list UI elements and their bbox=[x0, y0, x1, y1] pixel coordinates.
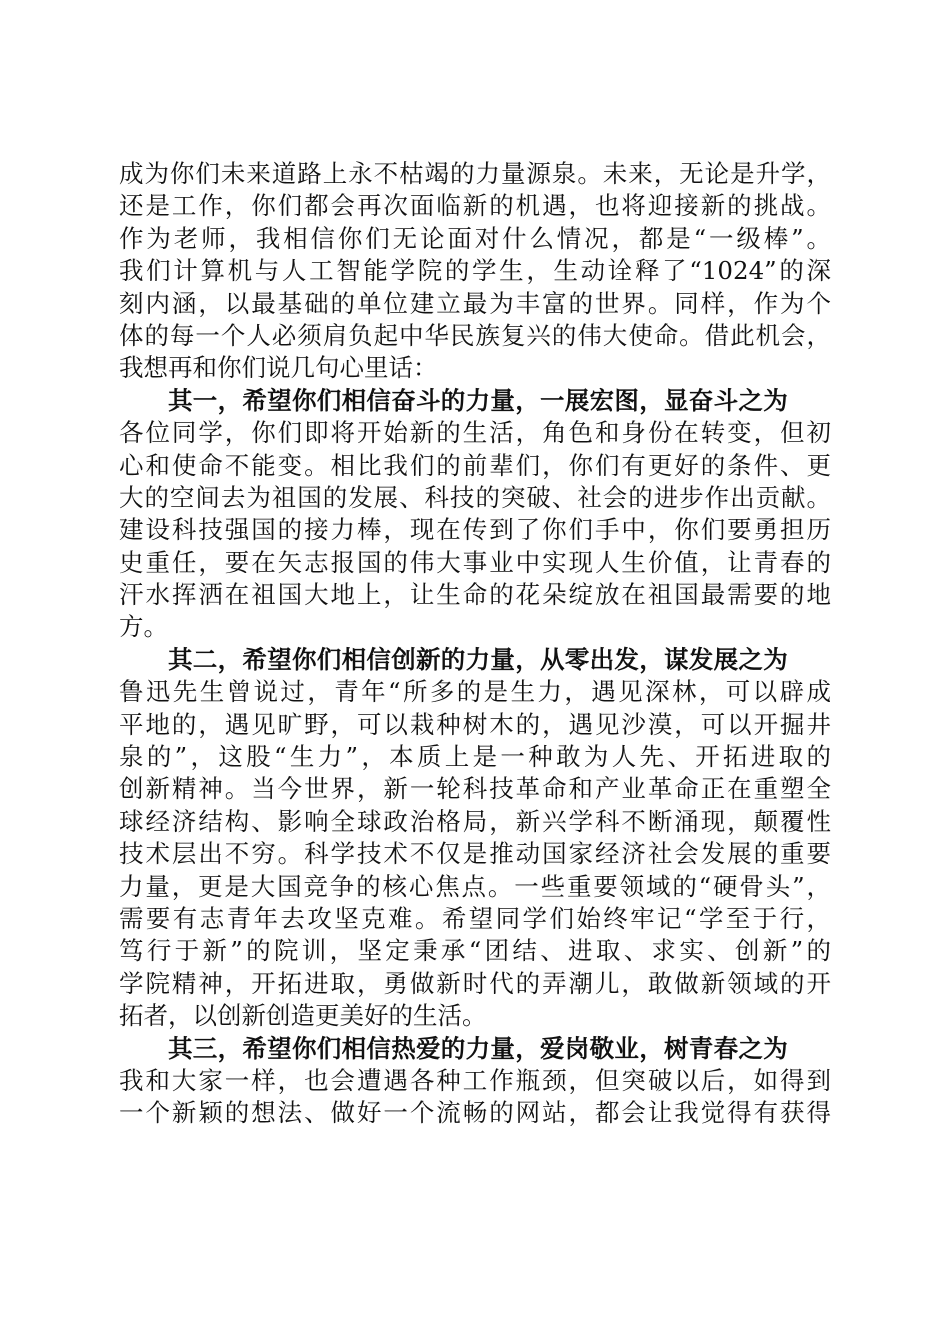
section-three bbox=[119, 1033, 831, 1130]
text-line: 一个新颖的想法、做好一个流畅的网站，都会让我觉得有获得 bbox=[119, 1098, 831, 1128]
text-line: 球经济结构、影响全球政治格局，新兴学科不断涌现，颠覆性 bbox=[119, 806, 831, 836]
text-line: 刻内涵，以最基础的单位建立最为丰富的世界。同样，作为个 bbox=[119, 288, 831, 318]
text-line: 创新精神。当今世界，新一轮科技革命和产业革命正在重塑全 bbox=[119, 774, 831, 804]
text-line: 力量，更是大国竞争的核心焦点。一些重要领域的“硬骨头”， bbox=[119, 871, 831, 901]
text-line: 建设科技强国的接力棒，现在传到了你们手中，你们要勇担历 bbox=[119, 515, 831, 545]
text-line: 技术层出不穷。科学技术不仅是推动国家经济社会发展的重要 bbox=[119, 839, 831, 869]
section-heading: 其二，希望你们相信创新的力量，从零出发，谋发展之为 bbox=[168, 644, 788, 674]
text-line: 成为你们未来道路上永不枯竭的力量源泉。未来，无论是升学， bbox=[119, 159, 831, 188]
section-heading: 其三，希望你们相信热爱的力量，爱岗敬业，树青春之为 bbox=[168, 1033, 788, 1063]
section-two bbox=[119, 644, 831, 1033]
text-line: 我和大家一样，也会遭遇各种工作瓶颈，但突破以后，如得到 bbox=[119, 1065, 831, 1095]
text-line: 作为老师，我相信你们无论面对什么情况，都是“一级棒”。 bbox=[119, 223, 831, 253]
section-heading: 其一，希望你们相信奋斗的力量，一展宏图，显奋斗之为 bbox=[168, 385, 788, 415]
text-line: 大的空间去为祖国的发展、科技的突破、社会的进步作出贡献。 bbox=[119, 482, 831, 512]
text-line: 我想再和你们说几句心里话： bbox=[119, 353, 438, 383]
text-line: 还是工作，你们都会再次面临新的机遇，也将迎接新的挑战。 bbox=[119, 191, 831, 221]
text-line: 各位同学，你们即将开始新的生活，角色和身份在转变，但初 bbox=[119, 418, 831, 448]
text-line: 泉的”，这股“生力”，本质上是一种敢为人先、开拓进取的 bbox=[119, 742, 831, 772]
text-line: 史重任，要在矢志报国的伟大事业中实现人生价值，让青春的 bbox=[119, 547, 831, 577]
text-line: 鲁迅先生曾说过，青年“所多的是生力，遇见深林，可以辟成 bbox=[119, 677, 831, 707]
document-body bbox=[119, 158, 831, 1130]
text-line: 平地的，遇见旷野，可以栽种树木的，遇见沙漠，可以开掘井 bbox=[119, 709, 831, 739]
text-line: 我们计算机与人工智能学院的学生，生动诠释了“1024”的深 bbox=[119, 256, 831, 286]
text-line: 学院精神，开拓进取，勇做新时代的弄潮儿，敢做新领域的开 bbox=[119, 968, 831, 998]
text-line: 笃行于新”的院训，坚定秉承“团结、进取、求实、创新”的 bbox=[119, 936, 831, 966]
text-line: 心和使命不能变。相比我们的前辈们，你们有更好的条件、更 bbox=[119, 450, 831, 480]
text-line: 汗水挥洒在祖国大地上，让生命的花朵绽放在祖国最需要的地 bbox=[119, 580, 831, 610]
text-line: 拓者，以创新创造更美好的生活。 bbox=[119, 1001, 487, 1031]
intro-paragraph bbox=[119, 158, 831, 385]
text-line: 体的每一个人必须肩负起中华民族复兴的伟大使命。借此机会， bbox=[119, 320, 831, 350]
section-one bbox=[119, 385, 831, 644]
text-line: 方。 bbox=[119, 612, 168, 642]
text-line: 需要有志青年去攻坚克难。希望同学们始终牢记“学至于行， bbox=[119, 903, 831, 933]
